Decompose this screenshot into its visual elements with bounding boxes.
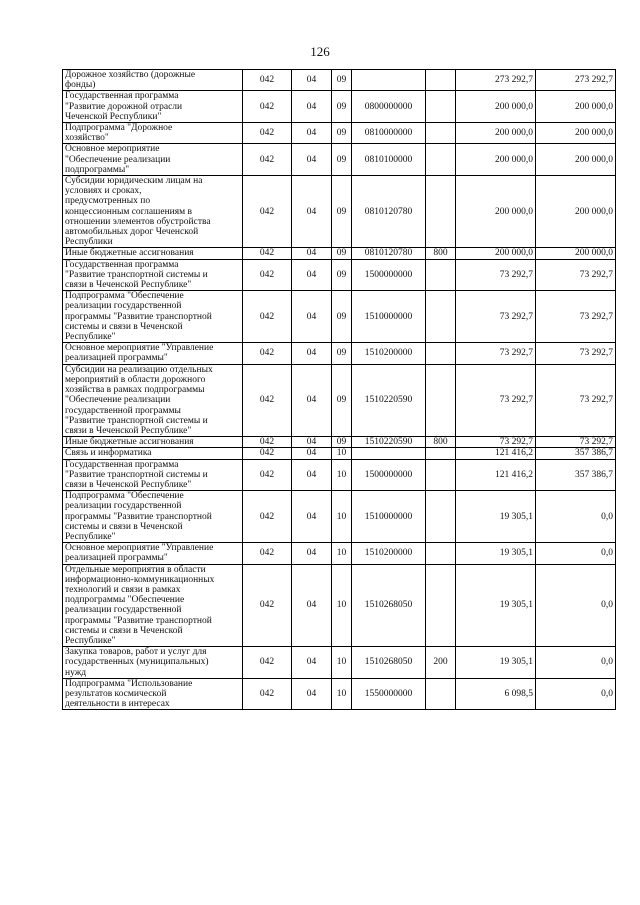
row-subsection-cell: 09 [332, 343, 352, 364]
row-sum-year1-cell: 73 292,7 [456, 259, 536, 291]
row-sum-year1-cell: 200 000,0 [456, 248, 536, 259]
row-name-cell: Иные бюджетные ассигнования [63, 248, 243, 259]
row-admin-code-cell: 042 [243, 647, 292, 679]
budget-table-body [63, 70, 616, 710]
row-section-cell: 04 [292, 70, 332, 91]
row-name-cell: Основное мероприятие "Управление реализацией программы" [63, 343, 243, 364]
row-target-article-cell: 1550000000 [352, 678, 426, 710]
row-sum-year2-cell: 0,0 [536, 543, 616, 564]
row-sum-year1-cell: 19 305,1 [456, 647, 536, 679]
row-sum-year2-cell: 200 000,0 [536, 176, 616, 248]
table-row [63, 491, 616, 543]
row-section-cell: 04 [292, 248, 332, 259]
row-sum-year2-cell: 73 292,7 [536, 343, 616, 364]
row-expense-type-cell [426, 144, 456, 176]
row-subsection-cell: 10 [332, 647, 352, 679]
row-sum-year2-cell: 73 292,7 [536, 437, 616, 448]
row-target-article-cell: 0810100000 [352, 144, 426, 176]
row-sum-year1-cell: 19 305,1 [456, 543, 536, 564]
row-sum-year2-cell: 0,0 [536, 647, 616, 679]
row-target-article-cell: 0810000000 [352, 123, 426, 144]
row-section-cell: 04 [292, 259, 332, 291]
row-admin-code-cell: 042 [243, 259, 292, 291]
table-row [63, 144, 616, 176]
row-admin-code-cell: 042 [243, 543, 292, 564]
row-target-article-cell: 1510268050 [352, 647, 426, 679]
row-name-cell: Основное мероприятие "Обеспечение реализации подпрограммы" [63, 144, 243, 176]
row-sum-year1-cell: 73 292,7 [456, 291, 536, 343]
row-sum-year2-cell: 73 292,7 [536, 291, 616, 343]
row-admin-code-cell: 042 [243, 437, 292, 448]
row-section-cell: 04 [292, 459, 332, 491]
table-row [63, 70, 616, 91]
row-subsection-cell: 09 [332, 70, 352, 91]
row-section-cell: 04 [292, 678, 332, 710]
row-sum-year2-cell: 273 292,7 [536, 70, 616, 91]
row-sum-year1-cell: 73 292,7 [456, 364, 536, 436]
row-admin-code-cell: 042 [243, 91, 292, 123]
row-sum-year1-cell: 121 416,2 [456, 448, 536, 459]
budget-table [62, 69, 616, 710]
row-name-cell: Государственная программа "Развитие транспортной системы и связи в Чеченской Республике" [63, 459, 243, 491]
table-row [63, 364, 616, 436]
row-expense-type-cell [426, 491, 456, 543]
row-target-article-cell: 0810120780 [352, 176, 426, 248]
row-target-article-cell: 1510220590 [352, 364, 426, 436]
row-target-article-cell: 1510220590 [352, 437, 426, 448]
row-sum-year1-cell: 19 305,1 [456, 491, 536, 543]
row-sum-year2-cell: 0,0 [536, 678, 616, 710]
table-row [63, 564, 616, 647]
table-row [63, 459, 616, 491]
row-sum-year2-cell: 357 386,7 [536, 448, 616, 459]
row-name-cell: Дорожное хозяйство (дорожные фонды) [63, 70, 243, 91]
row-name-cell: Отдельные мероприятия в области информационно-коммуникационных технологий и связи в рамках подпрограммы "Обеспечение реализации государственной программы "Развитие транспортной системы и связи в Чеченской Республике" [63, 564, 243, 647]
row-subsection-cell: 09 [332, 144, 352, 176]
row-admin-code-cell: 042 [243, 176, 292, 248]
table-row [63, 91, 616, 123]
row-expense-type-cell [426, 364, 456, 436]
row-sum-year1-cell: 19 305,1 [456, 564, 536, 647]
row-subsection-cell: 09 [332, 291, 352, 343]
row-expense-type-cell [426, 291, 456, 343]
row-section-cell: 04 [292, 437, 332, 448]
row-name-cell: Подпрограмма "Обеспечение реализации государственной программы "Развитие транспортной системы и связи в Чеченской Республике" [63, 291, 243, 343]
table-row [63, 259, 616, 291]
row-target-article-cell: 0800000000 [352, 91, 426, 123]
table-row [63, 123, 616, 144]
row-admin-code-cell: 042 [243, 448, 292, 459]
row-sum-year2-cell: 200 000,0 [536, 248, 616, 259]
row-sum-year1-cell: 121 416,2 [456, 459, 536, 491]
row-sum-year1-cell: 200 000,0 [456, 91, 536, 123]
table-row [63, 448, 616, 459]
table-row [63, 678, 616, 710]
row-sum-year2-cell: 200 000,0 [536, 144, 616, 176]
row-expense-type-cell [426, 678, 456, 710]
row-subsection-cell: 09 [332, 437, 352, 448]
row-section-cell: 04 [292, 491, 332, 543]
row-subsection-cell: 10 [332, 564, 352, 647]
row-name-cell: Подпрограмма "Обеспечение реализации государственной программы "Развитие транспортной системы и связи в Чеченской Республике" [63, 491, 243, 543]
row-name-cell: Основное мероприятие "Управление реализацией программы" [63, 543, 243, 564]
table-row [63, 248, 616, 259]
row-target-article-cell: 1500000000 [352, 459, 426, 491]
row-sum-year2-cell: 0,0 [536, 491, 616, 543]
row-admin-code-cell: 042 [243, 343, 292, 364]
row-admin-code-cell: 042 [243, 291, 292, 343]
row-admin-code-cell: 042 [243, 564, 292, 647]
row-name-cell: Иные бюджетные ассигнования [63, 437, 243, 448]
row-target-article-cell: 0810120780 [352, 248, 426, 259]
row-subsection-cell: 10 [332, 491, 352, 543]
row-sum-year1-cell: 200 000,0 [456, 123, 536, 144]
row-subsection-cell: 09 [332, 123, 352, 144]
row-expense-type-cell: 800 [426, 437, 456, 448]
row-section-cell: 04 [292, 543, 332, 564]
row-section-cell: 04 [292, 343, 332, 364]
row-target-article-cell: 1510200000 [352, 543, 426, 564]
row-admin-code-cell: 042 [243, 123, 292, 144]
row-name-cell: Подпрограмма "Дорожное хозяйство" [63, 123, 243, 144]
row-sum-year1-cell: 200 000,0 [456, 176, 536, 248]
row-subsection-cell: 10 [332, 448, 352, 459]
row-section-cell: 04 [292, 448, 332, 459]
row-subsection-cell: 10 [332, 678, 352, 710]
row-subsection-cell: 09 [332, 364, 352, 436]
row-expense-type-cell: 800 [426, 248, 456, 259]
row-expense-type-cell: 200 [426, 647, 456, 679]
row-subsection-cell: 09 [332, 248, 352, 259]
row-target-article-cell: 1500000000 [352, 259, 426, 291]
table-row [63, 543, 616, 564]
row-sum-year2-cell: 200 000,0 [536, 91, 616, 123]
row-name-cell: Субсидии юридическим лицам на условиях и сроках, предусмотренных по концессионным соглашениям в отношении элементов обустройства автомобильных дорог Чеченской Республики [63, 176, 243, 248]
table-row [63, 176, 616, 248]
row-sum-year1-cell: 273 292,7 [456, 70, 536, 91]
row-expense-type-cell [426, 176, 456, 248]
row-sum-year1-cell: 73 292,7 [456, 343, 536, 364]
row-target-article-cell: 1510000000 [352, 291, 426, 343]
row-section-cell: 04 [292, 364, 332, 436]
row-section-cell: 04 [292, 647, 332, 679]
row-admin-code-cell: 042 [243, 364, 292, 436]
row-section-cell: 04 [292, 91, 332, 123]
table-row [63, 343, 616, 364]
row-admin-code-cell: 042 [243, 491, 292, 543]
row-expense-type-cell [426, 459, 456, 491]
row-target-article-cell: 1510000000 [352, 491, 426, 543]
row-subsection-cell: 09 [332, 259, 352, 291]
row-admin-code-cell: 042 [243, 459, 292, 491]
row-expense-type-cell [426, 91, 456, 123]
row-expense-type-cell [426, 448, 456, 459]
page-number: 126 [310, 44, 330, 59]
row-sum-year2-cell: 200 000,0 [536, 123, 616, 144]
row-section-cell: 04 [292, 123, 332, 144]
row-name-cell: Связь и информатика [63, 448, 243, 459]
row-sum-year2-cell: 357 386,7 [536, 459, 616, 491]
row-name-cell: Государственная программа "Развитие дорожной отрасли Чеченской Республики" [63, 91, 243, 123]
table-row [63, 647, 616, 679]
row-sum-year1-cell: 73 292,7 [456, 437, 536, 448]
row-subsection-cell: 10 [332, 459, 352, 491]
row-sum-year2-cell: 73 292,7 [536, 364, 616, 436]
row-expense-type-cell [426, 564, 456, 647]
table-row [63, 291, 616, 343]
row-expense-type-cell [426, 70, 456, 91]
row-sum-year2-cell: 0,0 [536, 564, 616, 647]
row-sum-year1-cell: 6 098,5 [456, 678, 536, 710]
row-section-cell: 04 [292, 564, 332, 647]
row-subsection-cell: 09 [332, 176, 352, 248]
row-expense-type-cell [426, 343, 456, 364]
row-target-article-cell: 1510268050 [352, 564, 426, 647]
row-target-article-cell: 1510200000 [352, 343, 426, 364]
row-sum-year1-cell: 200 000,0 [456, 144, 536, 176]
row-target-article-cell [352, 70, 426, 91]
row-admin-code-cell: 042 [243, 70, 292, 91]
row-name-cell: Государственная программа "Развитие транспортной системы и связи в Чеченской Республике" [63, 259, 243, 291]
row-expense-type-cell [426, 123, 456, 144]
row-name-cell: Подпрограмма "Использование результатов космической деятельности в интересах [63, 678, 243, 710]
row-admin-code-cell: 042 [243, 248, 292, 259]
row-section-cell: 04 [292, 144, 332, 176]
row-section-cell: 04 [292, 176, 332, 248]
row-subsection-cell: 09 [332, 91, 352, 123]
row-target-article-cell [352, 448, 426, 459]
table-row [63, 437, 616, 448]
row-expense-type-cell [426, 259, 456, 291]
row-sum-year2-cell: 73 292,7 [536, 259, 616, 291]
row-subsection-cell: 10 [332, 543, 352, 564]
row-name-cell: Закупка товаров, работ и услуг для государственных (муниципальных) нужд [63, 647, 243, 679]
row-admin-code-cell: 042 [243, 144, 292, 176]
row-name-cell: Субсидии на реализацию отдельных мероприятий в области дорожного хозяйства в рамках подпрограммы "Обеспечение реализации государственной программы "Развитие транспортной системы и связи в Чеченской Республике" [63, 364, 243, 436]
row-expense-type-cell [426, 543, 456, 564]
row-section-cell: 04 [292, 291, 332, 343]
row-admin-code-cell: 042 [243, 678, 292, 710]
